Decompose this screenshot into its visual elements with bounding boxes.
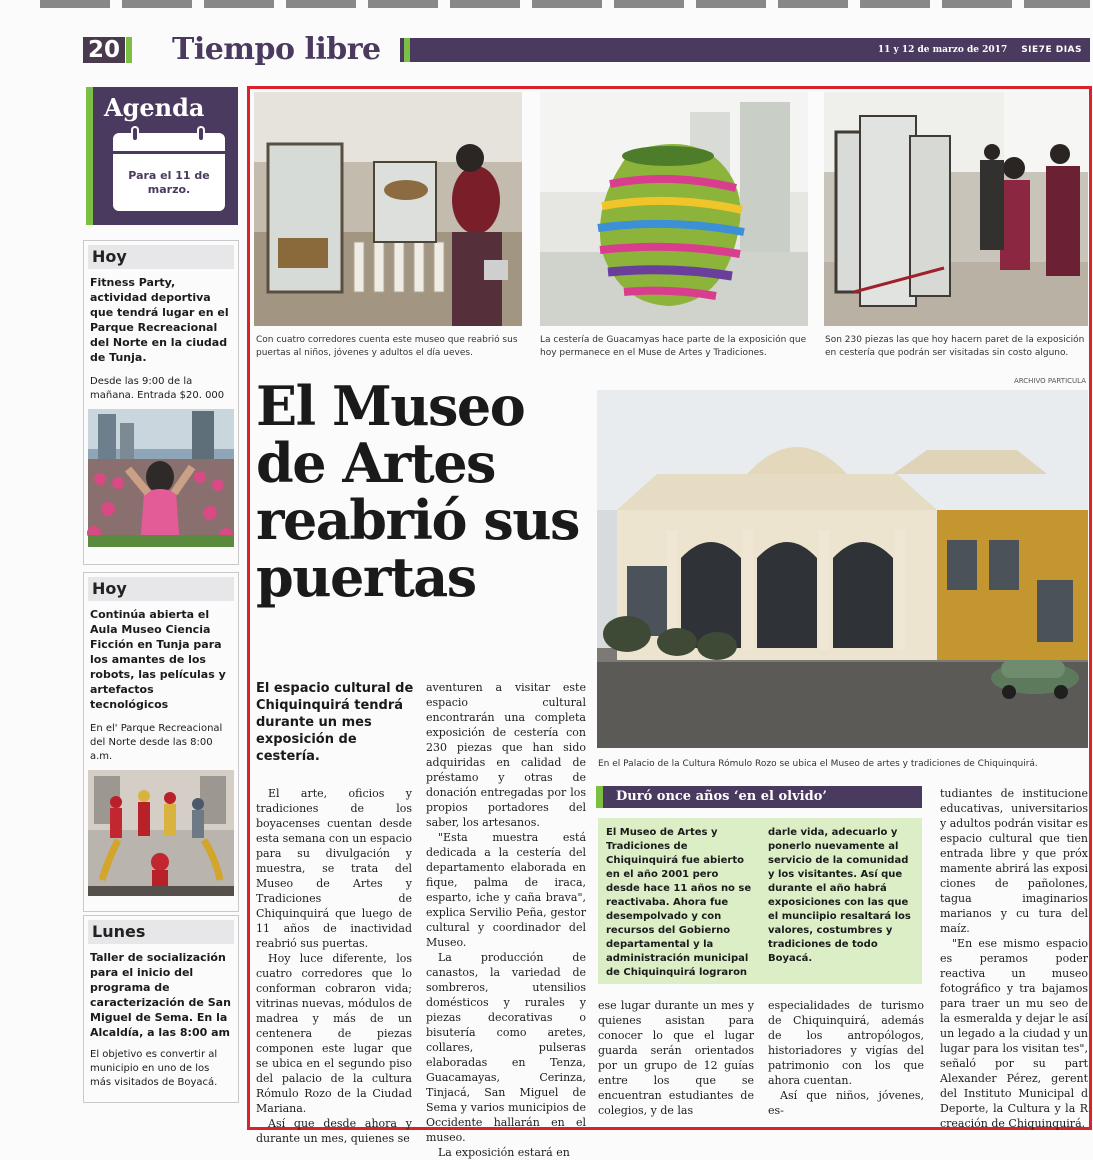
article-column-4 bbox=[768, 998, 924, 1118]
robots-exhibit-photo bbox=[88, 770, 234, 896]
agenda-date-label: Para el 11 de marzo. bbox=[128, 169, 210, 196]
photo1-caption: Con cuatro corredores cuenta este museo que reabrió sus puertas al niños, jóvenes y adultos el día ueves. bbox=[256, 335, 518, 358]
agenda-item-workshop bbox=[83, 915, 239, 1103]
agenda-item-day: Hoy bbox=[88, 577, 234, 601]
agenda-item-details: Desde las 9:00 de la mañana. Entrada $20. 000 bbox=[90, 376, 225, 401]
agenda-item-details: El objetivo es convertir al municipio en uno de los más visitados de Boyacá. bbox=[90, 1049, 218, 1088]
sidebox-text-left: El Museo de Artes y Tradiciones de Chiquinquirá fue abierto en el año 2001 pero desde hace 11 años no se reactivaba. Ahora fue desempolvado y con recursos del Gobierno departamental y la administración municipal de Chiquinquirá lograron bbox=[606, 827, 752, 978]
basket-photo bbox=[540, 92, 808, 326]
agenda-item-day: Hoy bbox=[88, 245, 234, 269]
fitness-party-photo bbox=[88, 409, 234, 547]
palacio-cultura-photo bbox=[597, 390, 1088, 748]
article-paragraph: "En ese mismo espacio es peramos poder reactiva un museo fotográfico y tra bajamos para traer un mu seo de la esmeralda y dejar le así un legado a la ciudad y un lugar para los visitan tes", señaló por su part Alexander Pérez, gerent del Instituto Municipal d Deporte, la Cultura y la R creación de Chiquinquirá. bbox=[940, 937, 1088, 1130]
exhibit-hall-photo bbox=[824, 92, 1088, 326]
article-paragraph: "Esta muestra está dedicada a la cestería del departamento elaborada en fique, palma de iraca, esparto, iche y caña brava", explica Servilio Peña, gestor cultural y coordinador del Museo. bbox=[426, 831, 586, 949]
section-title: Tiempo libre bbox=[172, 32, 381, 67]
agenda-item-day: Lunes bbox=[88, 920, 234, 944]
header-bar bbox=[400, 38, 1090, 62]
photo3-caption: Son 230 piezas las que hoy hacern paret de la exposición en cestería que podrán ser visitadas sin costo alguno. bbox=[825, 335, 1085, 358]
article-paragraph: Así que desde ahora y durante un mes, quienes se bbox=[256, 1117, 412, 1145]
agenda-item-description: Fitness Party, actividad deportiva que tendrá lugar en el Parque Recreacional del Norte en la ciudad de Tunja. bbox=[90, 276, 229, 364]
article-paragraph: La exposición estará en bbox=[438, 1146, 570, 1159]
article-headline: El Museo de Artes reabrió sus puertas bbox=[256, 374, 579, 609]
calendar-divider bbox=[113, 151, 225, 154]
article-column-3 bbox=[598, 998, 754, 1118]
article-paragraph: Hoy luce diferente, los cuatro corredores que lo conforman cobraron vida; vitrinas nuevas, módulos de madrea y más de un centenera de piezas componen este lugar que se ubica en el segundo piso del palacio de la cultura Rómulo Rozo de la Ciudad Mariana. bbox=[256, 952, 412, 1115]
photo-credit: ARCHIVO PARTICULA bbox=[1013, 377, 1086, 385]
page-number-accent bbox=[126, 37, 132, 63]
newspaper-name: SIE7E DIAS bbox=[1021, 45, 1082, 55]
agenda-accent bbox=[86, 87, 93, 225]
sidebox-title: Duró once años ‘en el olvido’ bbox=[616, 789, 827, 804]
photo2-caption: La cestería de Guacamyas hace parte de la exposición que hoy permanece en el Muse de Artes y Tradiciones. bbox=[540, 335, 807, 358]
issue-date: 11 y 12 de marzo de 2017 bbox=[877, 45, 1008, 55]
article-paragraph: tudiantes de institucione educativas, universitarios y adultos podrán visitar es espacio cultural que tien entrada libre y que próx mamente abrirá las exposi ciones de pañolones, tagua imaginarios marianos y cu tura del maíz. bbox=[940, 787, 1088, 935]
main-photo-caption: En el Palacio de la Cultura Rómulo Rozo se ubica el Museo de artes y tradiciones de Chiquinquirá. bbox=[598, 759, 1038, 769]
article-paragraph: La producción de canastos, la variedad de sombreros, utensilios domésticos y rurales y piezas decorativas o bisutería como aretes, collares, pulseras elaboradas en Tenza, Guacamayas, Cerinza, Tinjacá, San Miguel de Sema y varios municipios de Occidente hallarán en el museo. bbox=[426, 951, 586, 1144]
sidebox-text-right: darle vida, adecuarlo y ponerlo nuevamente al servicio de la comunidad y los visitantes. Así que durante el año habrá exposiciones con las que el munciipio resaltará los valores, costumbres y tradiciones de todo Boyacá. bbox=[768, 827, 911, 964]
agenda-item-sci-fi bbox=[83, 572, 239, 912]
header-date-line bbox=[878, 38, 1082, 62]
calendar-icon bbox=[113, 133, 225, 211]
previous-page-scrap bbox=[40, 0, 1090, 8]
agenda-item-details: En el' Parque Recreacional del Norte desde las 8:00 a.m. bbox=[90, 723, 223, 762]
agenda-item-description: Taller de socialización para el inicio del programa de caracterización de San Miguel de Sema. En la Alcaldía, a las 8:00 am bbox=[90, 951, 231, 1039]
agenda-item-fitness bbox=[83, 240, 239, 565]
article-column-1 bbox=[256, 786, 412, 1146]
sidebox-header bbox=[596, 786, 922, 808]
agenda-box bbox=[86, 87, 238, 225]
museum-corridor-photo bbox=[254, 92, 522, 326]
article-paragraph: especialidades de turismo de Chiquinquirá, además de los antropólogos, historiadores y vigías del patrimonio con los que ahora cuentan. bbox=[768, 999, 924, 1087]
page-number: 20 bbox=[83, 37, 125, 63]
sidebox-accent bbox=[596, 786, 603, 808]
article-paragraph: El arte, oficios y tradiciones de los boyacenses cuentan desde esta semana con un espacio para su divulgación y muestra, se trata del Museo de Artes y Tradiciones de Chiquinquirá que luego de 11 años de inactividad reabrió sus puertas. bbox=[256, 787, 412, 950]
article-paragraph: aventuren a visitar este espacio cultural encontrarán una completa exposición de cestería con 230 piezas que han sido adquiridas en calidad de préstamo y otras de donación entregadas por los propios portadores del saber, los artesanos. bbox=[426, 681, 586, 829]
article-paragraph: ese lugar durante un mes y quienes asistan para conocer lo que el lugar guarda serán orientados por un grupo de 12 guías entre los que se encuentran estudiantes de colegios, y de las bbox=[598, 999, 754, 1117]
article-lead: El espacio cultural de Chiquinquirá tendrá durante un mes exposición de cestería. bbox=[256, 681, 414, 764]
agenda-title: Agenda bbox=[104, 93, 205, 122]
calendar-ring-icon bbox=[131, 126, 139, 142]
article-paragraph: Así que niños, jóvenes, es- bbox=[768, 1089, 924, 1117]
calendar-ring-icon bbox=[197, 126, 205, 142]
sidebox-panel bbox=[598, 818, 922, 984]
header-accent bbox=[404, 38, 410, 62]
article-column-5 bbox=[940, 786, 1088, 1130]
article-column-2 bbox=[426, 680, 586, 1160]
agenda-item-description: Continúa abierta el Aula Museo Ciencia Ficción en Tunja para los amantes de los robots, las películas y artefactos tecnológicos bbox=[90, 608, 226, 711]
